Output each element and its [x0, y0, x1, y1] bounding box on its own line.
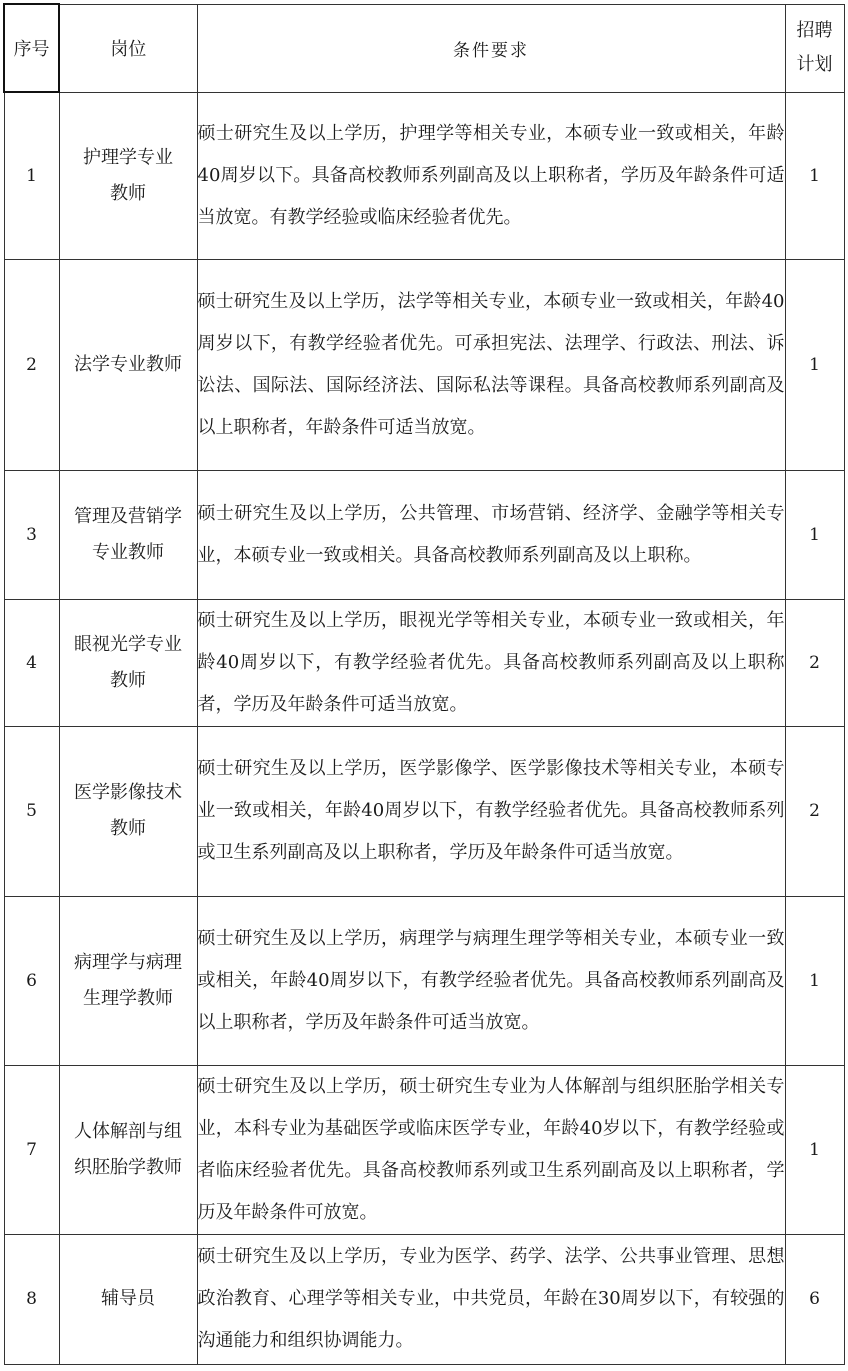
position-line: 病理学与病理	[74, 951, 182, 973]
position-line: 专业教师	[92, 541, 164, 563]
table-row	[4, 726, 844, 896]
table-row	[4, 1234, 844, 1364]
position-line: 教师	[110, 182, 146, 204]
row-requirements: 硕士研究生及以上学历，法学等相关专业，本硕专业一致或相关，年龄40周岁以下，有教学经验者优先。可承担宪法、法理学、行政法、刑法、诉讼法、国际法、国际经济法、国际私法等课程。具备高校教师系列副高及以上职称者，年龄条件可适当放宽。	[197, 259, 785, 470]
position-line: 辅导员	[101, 1288, 155, 1309]
row-index: 4	[4, 599, 59, 726]
row-position	[59, 599, 197, 726]
header-index: 序号	[4, 4, 59, 92]
table-row	[4, 92, 844, 259]
position-line: 教师	[110, 818, 146, 839]
row-requirements: 硕士研究生及以上学历，护理学等相关专业，本硕专业一致或相关，年龄40周岁以下。具备高校教师系列副高及以上职称者，学历及年龄条件可适当放宽。有教学经验或临床经验者优先。	[197, 92, 785, 259]
header-requirements	[197, 4, 785, 92]
position-line: 生理学教师	[83, 987, 173, 1009]
row-position	[59, 1234, 197, 1364]
header-position: 岗位	[59, 4, 197, 92]
row-position	[59, 726, 197, 896]
row-plan: 1	[785, 92, 844, 259]
table-row	[4, 599, 844, 726]
row-index: 7	[4, 1065, 59, 1234]
row-index: 3	[4, 470, 59, 599]
position-line: 教师	[110, 669, 146, 691]
row-plan: 1	[785, 259, 844, 470]
row-position	[59, 896, 197, 1065]
row-plan: 1	[785, 470, 844, 599]
position-line: 医学影像技术	[74, 782, 182, 803]
row-plan: 1	[785, 1065, 844, 1234]
recruitment-table	[3, 3, 845, 1365]
row-requirements: 硕士研究生及以上学历，专业为医学、药学、法学、公共事业管理、思想政治教育、心理学等相关专业，中共党员，年龄在30周岁以下，有较强的沟通能力和组织协调能力。	[197, 1234, 785, 1364]
position-line: 法学专业教师	[74, 353, 182, 375]
row-index: 5	[4, 726, 59, 896]
table-row	[4, 259, 844, 470]
position-line: 管理及营销学	[74, 505, 182, 527]
header-plan	[785, 4, 844, 92]
row-index: 8	[4, 1234, 59, 1364]
row-plan: 6	[785, 1234, 844, 1364]
table-row	[4, 470, 844, 599]
row-index: 1	[4, 92, 59, 259]
position-line: 护理学专业	[83, 146, 173, 168]
header-plan-line1: 招聘	[796, 20, 833, 41]
row-plan: 1	[785, 896, 844, 1065]
row-position	[59, 1065, 197, 1234]
header-plan-line2: 计划	[796, 54, 833, 75]
position-line: 织胚胎学教师	[74, 1156, 182, 1178]
header-requirements-label: 条件要求	[453, 40, 529, 61]
row-index: 6	[4, 896, 59, 1065]
position-line: 眼视光学专业	[74, 633, 182, 655]
row-requirements: 硕士研究生及以上学历，医学影像学、医学影像技术等相关专业，本硕专业一致或相关，年龄40周岁以下，有教学经验者优先。具备高校教师系列或卫生系列副高及以上职称者，学历及年龄条件可适当放宽。	[197, 726, 785, 896]
row-requirements: 硕士研究生及以上学历，病理学与病理生理学等相关专业，本硕专业一致或相关，年龄40周岁以下，有教学经验者优先。具备高校教师系列副高及以上职称者，学历及年龄条件可适当放宽。	[197, 896, 785, 1065]
row-plan: 2	[785, 599, 844, 726]
row-position	[59, 259, 197, 470]
row-plan: 2	[785, 726, 844, 896]
row-requirements: 硕士研究生及以上学历，公共管理、市场营销、经济学、金融学等相关专业，本硕专业一致或相关。具备高校教师系列副高及以上职称。	[197, 470, 785, 599]
header-row	[4, 4, 844, 92]
row-requirements: 硕士研究生及以上学历，硕士研究生专业为人体解剖与组织胚胎学相关专业，本科专业为基础医学或临床医学专业，年龄40岁以下，有教学经验或者临床经验者优先。具备高校教师系列或卫生系列副高及以上职称者，学历及年龄条件可放宽。	[197, 1065, 785, 1234]
table-row	[4, 1065, 844, 1234]
position-line: 人体解剖与组	[74, 1120, 182, 1142]
row-index: 2	[4, 259, 59, 470]
row-position	[59, 92, 197, 259]
table-row	[4, 896, 844, 1065]
row-position	[59, 470, 197, 599]
row-requirements: 硕士研究生及以上学历，眼视光学等相关专业，本硕专业一致或相关，年龄40周岁以下，有教学经验者优先。具备高校教师系列副高及以上职称者，学历及年龄条件可适当放宽。	[197, 599, 785, 726]
